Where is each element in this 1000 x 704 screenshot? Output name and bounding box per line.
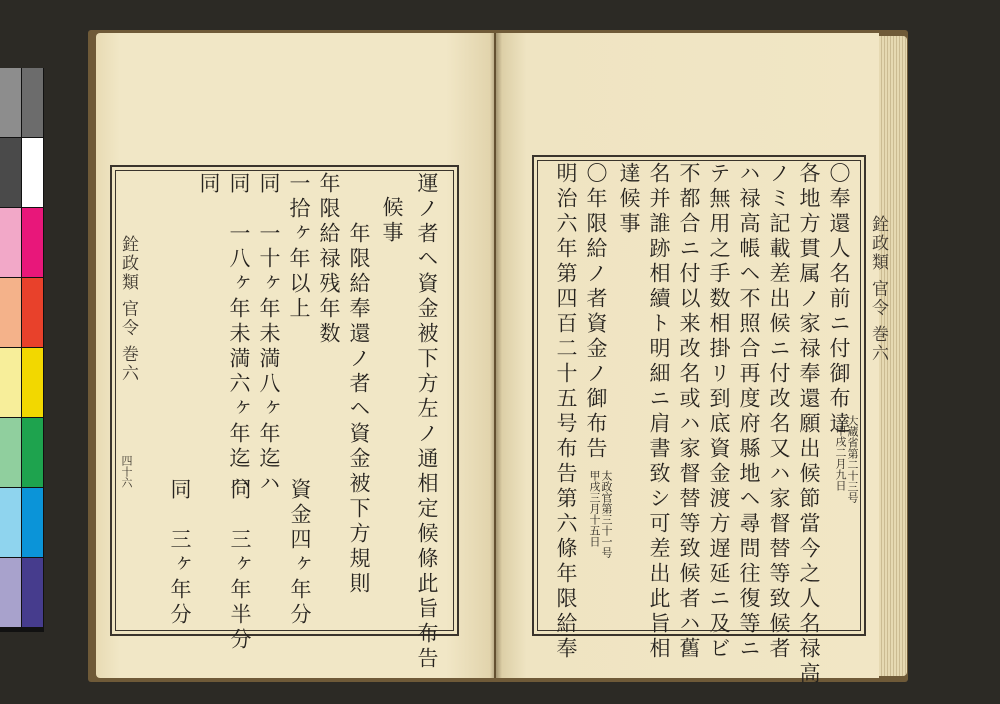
color-swatch (0, 208, 21, 277)
left-page-folio: 四十六 (120, 455, 133, 488)
text-column: 候事 (380, 196, 404, 246)
text-column: 同 一八ヶ年未満六ヶ年迄ハ (227, 172, 251, 497)
text-column: ノミ記載差出候ニ付改名又ハ家督替等致候者 (767, 162, 791, 662)
text-column: 一拾ヶ年以上 (287, 172, 311, 322)
text-column: 年限給奉還ノ者ヘ資金被下方規則 (347, 222, 371, 597)
color-calibration-chart (0, 68, 44, 632)
text-column: ハ禄高帳ヘ不照合再度府縣地ヘ尋問往復等ニ (737, 162, 761, 662)
color-swatch (22, 138, 43, 207)
left-text-frame (110, 165, 459, 636)
color-swatch (0, 348, 21, 417)
color-swatch (0, 278, 21, 347)
text-column: 不都合ニ付以来改名或ハ家督替等致候者ハ舊 (677, 162, 701, 662)
book-gutter (490, 33, 502, 678)
left-page-tab-title: 銓政類 官令 巻六 (118, 235, 138, 383)
color-swatch (22, 278, 43, 347)
text-column-annotation: 甲戌三月十五日 (588, 470, 601, 547)
color-swatch (22, 348, 43, 417)
text-column: 〇奉還人名前ニ付御布達 (827, 162, 851, 437)
text-column: テ無用之手数相掛リ到底資金渡方遅延ニ及ビ (707, 162, 731, 662)
text-column-annotation: 大蔵省第二十三号 (846, 415, 859, 503)
text-column: 名并誰跡相續ト明細ニ肩書致シ可差出此旨相 (647, 162, 671, 662)
text-column: 資金四ヶ年分 (288, 478, 312, 628)
color-swatch (22, 208, 43, 277)
text-column: 運ノ者ヘ資金被下方左ノ通相定候條此旨布告 (415, 172, 439, 672)
color-swatch (0, 68, 21, 137)
text-column: 〇年限給ノ者資金ノ御布告 (584, 162, 608, 462)
text-column: 年限給禄残年数 (317, 172, 341, 347)
color-swatch (0, 488, 21, 557)
color-swatch (22, 558, 43, 627)
text-column-annotation: 太政官第三十一号 (600, 470, 613, 558)
color-swatch (0, 138, 21, 207)
text-column: 同 三ヶ年分 (168, 478, 192, 628)
text-column: 同 一十ヶ年未満八ヶ年迄ハ (257, 172, 281, 497)
color-swatch (0, 418, 21, 487)
text-column: 達候事 (617, 162, 641, 237)
right-page-tab-title: 銓政類 官令 巻六 (868, 215, 888, 363)
text-column: 同 三ヶ年半分 (228, 478, 252, 653)
color-swatch (22, 68, 43, 137)
text-column-annotation: 甲戌二月九日 (834, 425, 847, 491)
color-swatch (0, 558, 21, 627)
color-swatch (22, 488, 43, 557)
text-column: 同 (197, 172, 221, 197)
text-column: 明治六年第四百二十五号布告第六條年限給奉 (554, 162, 578, 662)
text-column: 各地方貫属ノ家禄奉還願出候節當今之人名禄高 (797, 162, 821, 687)
color-swatch (22, 418, 43, 487)
